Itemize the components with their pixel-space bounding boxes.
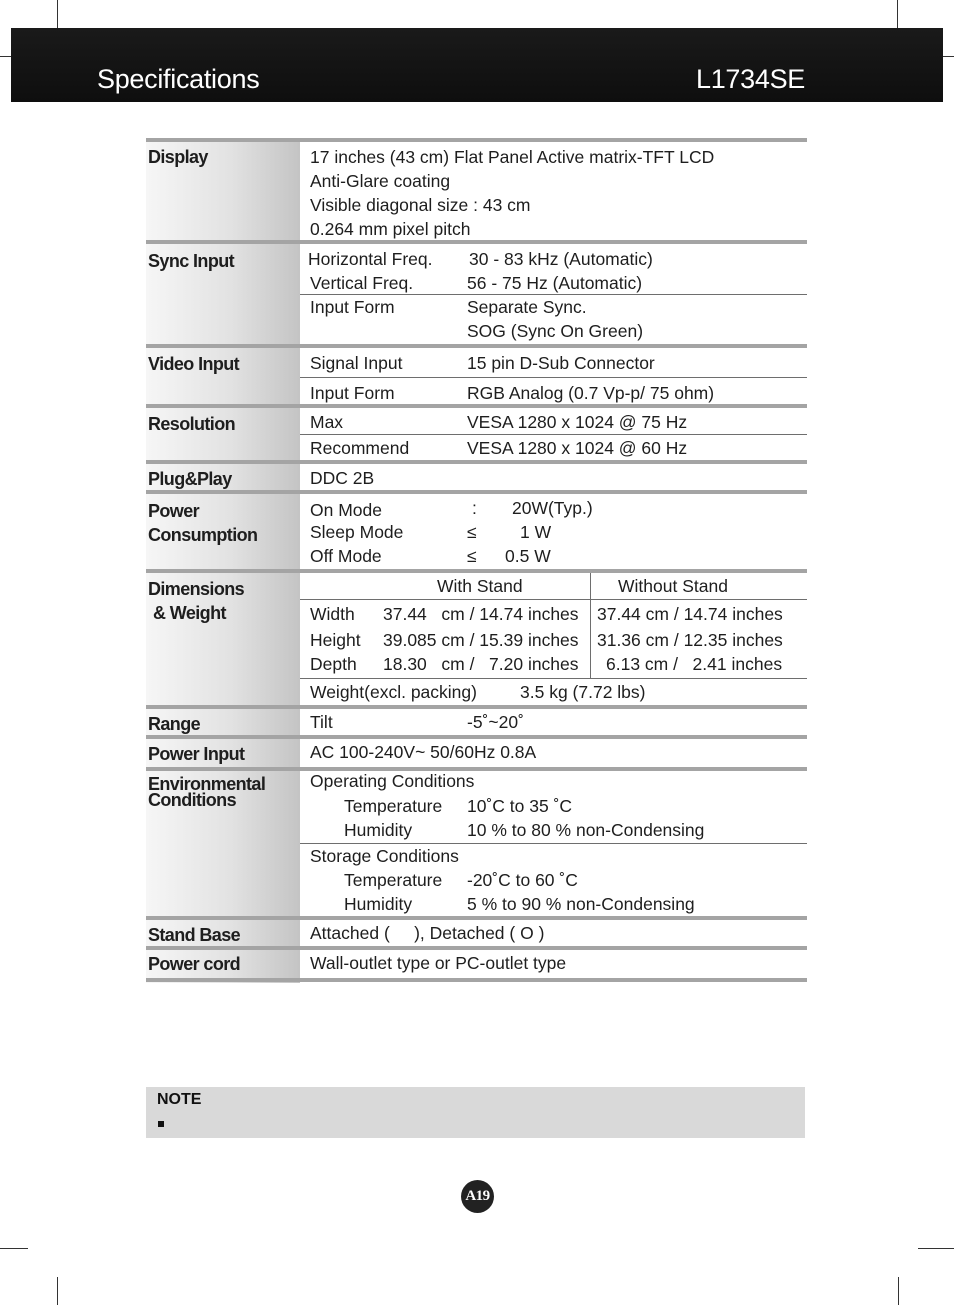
depth-name: Depth xyxy=(310,654,357,674)
plug-and-play-label: Plug&Play xyxy=(148,469,232,489)
resolution-recommend-value: VESA 1280 x 1024 @ 60 Hz xyxy=(467,438,688,458)
power-cord-value: Wall-outlet type or PC-outlet type xyxy=(310,953,567,973)
sync-input-label: Sync Input xyxy=(148,251,235,271)
width-name: Width xyxy=(310,604,355,624)
section-divider xyxy=(146,490,807,494)
operating-humidity-name: Humidity xyxy=(344,820,413,840)
operating-humidity-value: 10 % to 80 % non-Condensing xyxy=(467,820,705,840)
section-divider xyxy=(146,138,807,142)
height-without-stand: 31.36 cm / 12.35 inches xyxy=(597,630,783,650)
vertical-freq-name: Vertical Freq. xyxy=(310,273,414,293)
section-divider xyxy=(146,946,807,950)
header-band xyxy=(11,28,943,102)
note-bullet-icon xyxy=(158,1121,164,1127)
crop-mark xyxy=(897,0,898,28)
row-divider xyxy=(300,434,807,435)
section-divider xyxy=(146,460,807,464)
section-divider xyxy=(146,344,807,348)
resolution-recommend-name: Recommend xyxy=(310,438,410,458)
video-input-form-value: RGB Analog (0.7 Vp-p/ 75 ohm) xyxy=(467,383,715,403)
sleep-mode-symbol: ≤ xyxy=(467,522,477,542)
horizontal-freq-name: Horizontal Freq. xyxy=(308,249,433,269)
crop-mark xyxy=(918,1248,954,1249)
environmental-conditions-label-line2: Conditions xyxy=(148,790,236,810)
page-title: Specifications xyxy=(97,64,260,94)
storage-temperature-name: Temperature xyxy=(344,870,443,890)
resolution-max-name: Max xyxy=(310,412,344,432)
power-input-value: AC 100-240V~ 50/60Hz 0.8A xyxy=(310,742,537,762)
sync-input-form-value: Separate Sync. xyxy=(467,297,587,317)
section-divider xyxy=(146,916,807,920)
storage-humidity-name: Humidity xyxy=(344,894,413,914)
crop-mark xyxy=(57,1277,58,1305)
depth-with-stand: 18.30 cm / 7.20 inches xyxy=(383,654,579,674)
section-divider xyxy=(146,767,807,771)
column-divider xyxy=(590,573,591,678)
on-mode-symbol: : xyxy=(472,498,477,518)
model-name: L1734SE xyxy=(696,64,805,94)
off-mode-name: Off Mode xyxy=(310,546,382,566)
width-without-stand: 37.44 cm / 14.74 inches xyxy=(597,604,783,624)
display-diagonal: Visible diagonal size : 43 cm xyxy=(310,195,531,215)
display-label: Display xyxy=(148,147,208,167)
storage-conditions-title: Storage Conditions xyxy=(310,846,459,866)
stand-base-label: Stand Base xyxy=(148,925,241,945)
section-divider xyxy=(146,240,807,244)
stand-base-value: Attached ( ), Detached ( O ) xyxy=(310,923,545,943)
video-input-label: Video Input xyxy=(148,354,240,374)
height-name: Height xyxy=(310,630,361,650)
resolution-max-value: VESA 1280 x 1024 @ 75 Hz xyxy=(467,412,688,432)
signal-input-name: Signal Input xyxy=(310,353,403,373)
operating-temperature-name: Temperature xyxy=(344,796,443,816)
weight-name: Weight(excl. packing) xyxy=(310,682,477,702)
height-with-stand: 39.085 cm / 15.39 inches xyxy=(383,630,579,650)
row-divider xyxy=(300,678,807,679)
sleep-mode-name: Sleep Mode xyxy=(310,522,404,542)
section-divider xyxy=(146,978,807,982)
signal-input-value: 15 pin D-Sub Connector xyxy=(467,353,655,373)
off-mode-value: 0.5 W xyxy=(505,546,551,566)
note-title: NOTE xyxy=(157,1091,202,1108)
range-label: Range xyxy=(148,714,201,734)
operating-temperature-value: 10˚C to 35 ˚C xyxy=(467,796,573,816)
crop-mark xyxy=(898,1277,899,1305)
sync-input-form-name: Input Form xyxy=(310,297,395,317)
environmental-conditions-label: Environmental xyxy=(148,774,266,794)
crop-mark xyxy=(943,56,954,57)
section-divider xyxy=(146,569,807,573)
tilt-value: -5˚~20˚ xyxy=(467,712,524,732)
off-mode-symbol: ≤ xyxy=(467,546,477,566)
row-divider xyxy=(300,377,807,378)
section-divider xyxy=(146,735,807,739)
power-cord-label: Power cord xyxy=(148,954,241,974)
power-consumption-label: Power xyxy=(148,501,200,521)
on-mode-value: 20W(Typ.) xyxy=(512,498,593,518)
operating-conditions-title: Operating Conditions xyxy=(310,771,475,791)
dimensions-label: Dimensions xyxy=(148,579,245,599)
video-input-form-name: Input Form xyxy=(310,383,395,403)
dimensions-label-line2: & Weight xyxy=(153,603,226,623)
power-consumption-label-line2: Consumption xyxy=(148,525,258,545)
tilt-name: Tilt xyxy=(310,712,333,732)
note-box xyxy=(146,1087,805,1138)
power-input-label: Power Input xyxy=(148,744,245,764)
on-mode-name: On Mode xyxy=(310,500,382,520)
plug-and-play-value: DDC 2B xyxy=(310,468,375,488)
depth-without-stand: 6.13 cm / 2.41 inches xyxy=(606,654,783,674)
crop-mark xyxy=(0,56,11,57)
with-stand-header: With Stand xyxy=(437,576,523,596)
display-coating: Anti-Glare coating xyxy=(310,171,451,191)
horizontal-freq-value: 30 - 83 kHz (Automatic) xyxy=(469,249,653,269)
display-pixel-pitch: 0.264 mm pixel pitch xyxy=(310,219,471,239)
row-divider xyxy=(300,599,807,600)
page-number-badge: A19 xyxy=(461,1180,494,1213)
sleep-mode-value: 1 W xyxy=(520,522,552,542)
width-with-stand: 37.44 cm / 14.74 inches xyxy=(383,604,579,624)
weight-value: 3.5 kg (7.72 lbs) xyxy=(520,682,646,702)
display-panel: 17 inches (43 cm) Flat Panel Active matrix-TFT LCD xyxy=(310,147,715,167)
specifications-table xyxy=(146,138,807,983)
vertical-freq-value: 56 - 75 Hz (Automatic) xyxy=(467,273,643,293)
storage-humidity-value: 5 % to 90 % non-Condensing xyxy=(467,894,695,914)
resolution-label: Resolution xyxy=(148,414,235,434)
crop-mark xyxy=(0,1248,28,1249)
without-stand-header: Without Stand xyxy=(618,576,728,596)
storage-temperature-value: -20˚C to 60 ˚C xyxy=(467,870,578,890)
crop-mark xyxy=(57,0,58,28)
sync-input-form-value-sog: SOG (Sync On Green) xyxy=(467,321,644,341)
section-divider xyxy=(146,705,807,709)
